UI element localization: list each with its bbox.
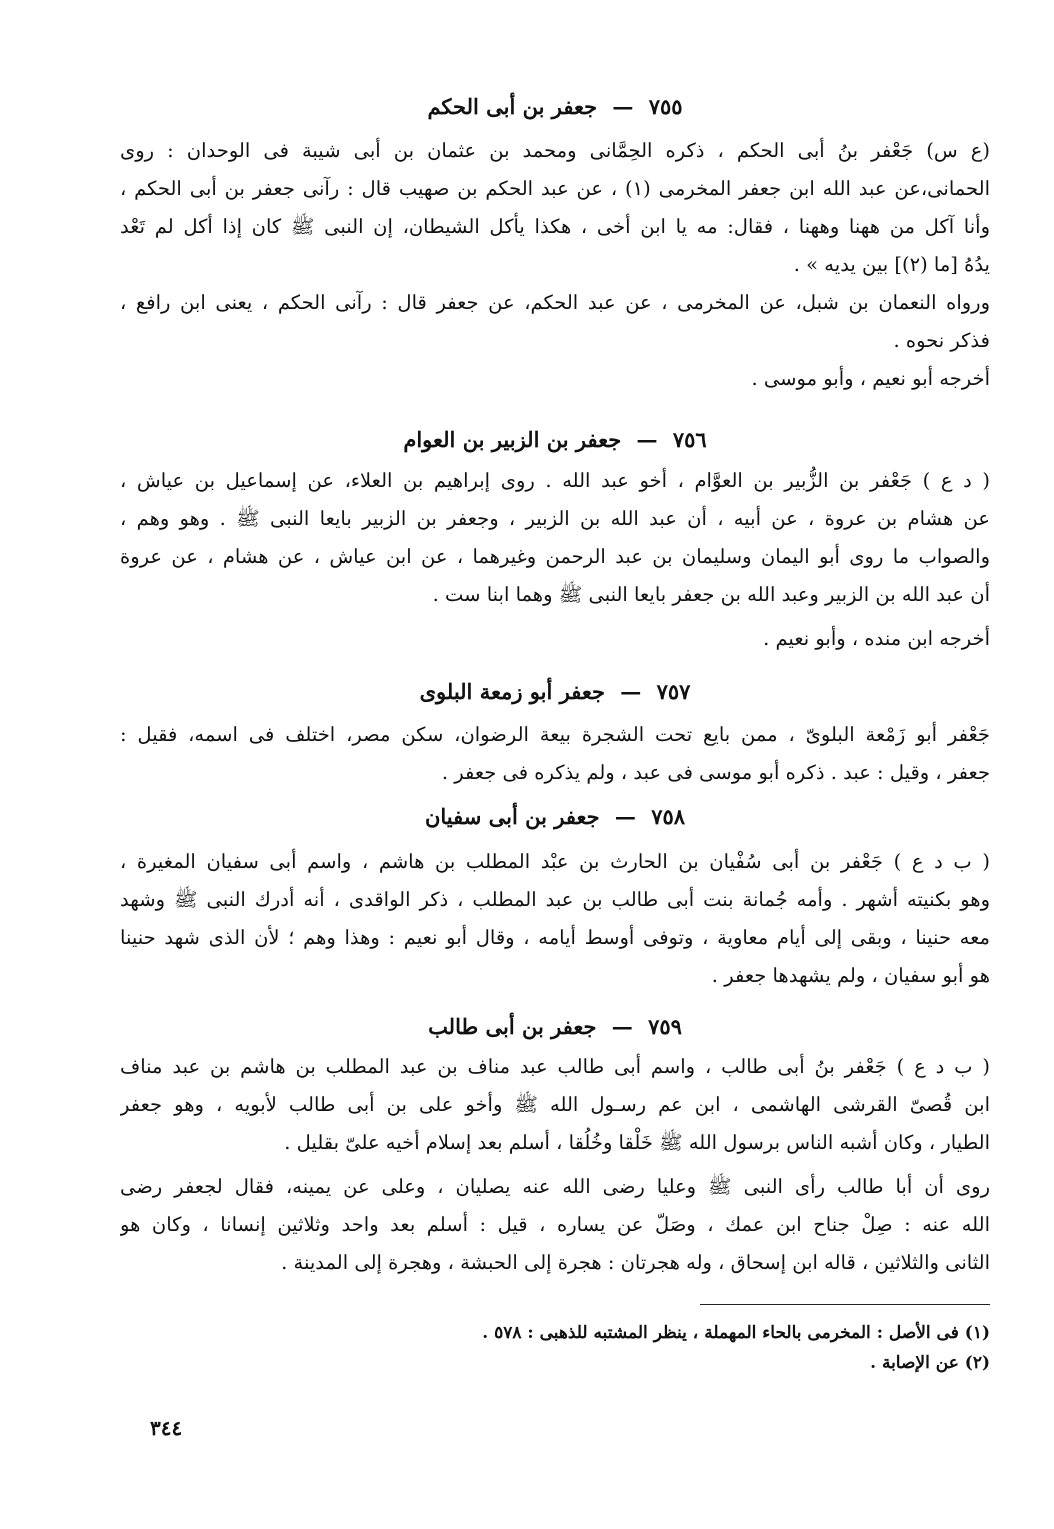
text-line: أن عبد الله بن الزبير وعبد الله بن جعفر بايعا النبى ﷺ وهما ابنا ست . [432, 583, 990, 606]
text-line: الحمانى،عن عبد الله ابن جعفر المخرمى (١) ، عن عبد الحكم بن صهيب قال : رآنى جعفر بن أبى الحكم ، [120, 177, 990, 200]
footnote-2: (٢) عن الإصابة . [870, 1353, 990, 1373]
text-line: ابن قُصىّ القرشى الهاشمى ، ابن عم رسـول الله ﷺ وأخو على بن أبى طالب لأبويه ، وهو جعفر [120, 1093, 990, 1116]
text-line: روى أن أبا طالب رأى النبى ﷺ وعليا رضى الله عنه يصليان ، وعلى عن يمينه، فقال لجعفر رضى [120, 1175, 990, 1198]
entry-title: جعفر بن أبى طالب [428, 1014, 597, 1039]
text-line: أخرجه ابن منده ، وأبو نعيم . [763, 627, 990, 650]
text-line: جَعْفر أبو زَمْعة البلوىّ ، ممن بايع تحت الشجرة بيعة الرضوان، سكن مصر، اختلف فى اسمه، فقيل : [120, 723, 990, 746]
entry-body-756 [120, 462, 990, 658]
text-line: ( ب د ع ) جَعْفر بنُ أبى طالب ، واسم أبى طالب عبد مناف بن عبد المطلب بن هاشم بن عبد مناف [120, 1055, 990, 1078]
text-line: والصواب ما روى أبو اليمان وسليمان بن عبد الرحمن وغيرهما ، عن ابن عياش ، عن هشام ، عن عروة [120, 545, 990, 568]
text-line: الله عنه : صِلْ جناح ابن عمك ، وصَلّ عن يساره ، قيل : أسلم بعد واحد وثلاثين إنسانا ، وكان هو [120, 1213, 990, 1236]
page-number: ٣٤٤ [150, 1416, 183, 1440]
entry-title: جعفر بن أبى الحكم [427, 94, 598, 119]
text-line: فذكر نحوه . [893, 329, 990, 352]
text-line: هو أبو سفيان ، ولم يشهدها جعفر . [711, 964, 990, 987]
entry-number: ٧٥٧ [656, 679, 691, 704]
text-line: وهو بكنيته أشهر . وأمه جُمانة بنت أبى طالب بن عبد المطلب ، ذكر الواقدى ، أنه أدرك النبى ﷺ وشهد [120, 888, 990, 911]
footnote-1: (١) فى الأصل : المخرمى بالحاء المهملة ، ينظر المشتبه للذهبى : ٥٧٨ . [482, 1323, 990, 1343]
text-line: الطيار ، وكان أشبه الناس برسول الله ﷺ خَلْقا وخُلُقا ، أسلم بعد إسلام أخيه علىّ بقليل . [284, 1131, 990, 1154]
entry-title: جعفر بن الزبير بن العوام [403, 427, 622, 452]
entry-heading-755: ٧٥٥ — جعفر بن أبى الحكم [427, 94, 683, 119]
text-line: معه حنينا ، وبقى إلى أيام معاوية ، وتوفى أوسط أيامه ، وقال أبو نعيم : وهذا وهم ؛ لأن الذى شهد حنينا [120, 926, 990, 949]
entry-body-758 [120, 843, 990, 995]
text-line: أخرجه أبو نعيم ، وأبو موسى . [751, 367, 990, 390]
entry-body-755 [120, 132, 990, 398]
entry-number: ٧٥٩ [648, 1014, 682, 1039]
text-line: الثانى والثلاثين ، قاله ابن إسحاق ، وله هجرتان : هجرة إلى الحبشة ، وهجرة إلى المدينة . [281, 1251, 990, 1274]
entry-number: ٧٥٦ [672, 427, 707, 452]
entry-body-757 [120, 716, 990, 792]
text-line: ( ب د ع ) جَعْفر بن أبى سُفْيان بن الحارث بن عبْد المطلب بن هاشم ، واسم أبى سفيان المغيرة ، [120, 850, 990, 873]
entry-number: ٧٥٨ [651, 804, 686, 829]
entry-heading-759: ٧٥٩ — جعفر بن أبى طالب [428, 1014, 682, 1039]
entry-number: ٧٥٥ [648, 94, 683, 119]
entry-heading-757: ٧٥٧ — جعفر أبو زمعة البلوى [419, 679, 691, 704]
text-line: وأنا آكل من ههنا وههنا ، فقال: مه يا ابن أخى ، هكذا يأكل الشيطان، إن النبى ﷺ كان إذا أكل لم تَعْد [120, 215, 990, 238]
text-line: جعفر ، وقيل : عبد . ذكره أبو موسى فى عبد ، ولم يذكره فى جعفر . [441, 761, 990, 784]
text-line: ( د ع ) جَعْفر بن الزُّبير بن العوَّام ، أخو عبد الله . روى إبراهيم بن العلاء، عن إسماعيل بن عياش ، [120, 469, 990, 492]
entry-heading-756: ٧٥٦ — جعفر بن الزبير بن العوام [403, 427, 707, 452]
entry-title: جعفر بن أبى سفيان [424, 804, 600, 829]
entry-heading-758: ٧٥٨ — جعفر بن أبى سفيان [424, 804, 686, 829]
entry-title: جعفر أبو زمعة البلوى [419, 679, 605, 704]
entry-body-759 [120, 1048, 990, 1282]
text-line: عن هشام بن عروة ، عن أبيه ، أن عبد الله بن الزبير ، وجعفر بن الزبير بايعا النبى ﷺ . وهو وهم ، [120, 507, 990, 530]
footnote-divider [700, 1304, 990, 1305]
text-line: ورواه النعمان بن شبل، عن المخرمى ، عن عبد الحكم، عن جعفر قال : رآنى الحكم ، يعنى ابن رافع ، [120, 291, 990, 314]
text-line: يدُهُ [ما (٢)] بين يديه » . [793, 253, 990, 276]
text-line: (ع س) جَعْفر بنُ أبى الحكم ، ذكره الحِمَّانى ومحمد بن عثمان بن أبى شيبة فى الوحدان : روى [120, 139, 990, 162]
